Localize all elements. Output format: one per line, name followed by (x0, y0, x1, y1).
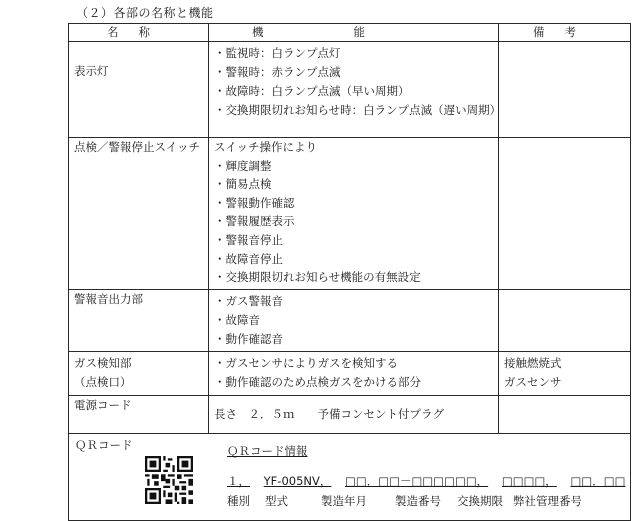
row-note (499, 396, 631, 434)
qr-field-mfg-date-serial: □□．□□－□□□□□□， (345, 474, 489, 488)
qr-fields (227, 472, 625, 491)
row-function: ・ガスセンサによりガスを検知する ・動作確認のため点検ガスをかける部分 (209, 352, 499, 396)
qr-field-mgmt-number: □□．□□ (570, 474, 626, 488)
row-note (499, 42, 631, 138)
qr-field-model: YF-005NV， (263, 474, 332, 488)
qr-label-serial: 製造番号 (395, 494, 441, 508)
qr-field-type: １， (227, 474, 250, 488)
table-row (69, 42, 631, 138)
row-name: 表示灯 (69, 42, 209, 138)
qr-labels (69, 492, 631, 512)
qr-label-type: 種別 (227, 494, 250, 508)
qr-name: ＱＲコード (75, 438, 133, 452)
parts-table (68, 23, 631, 521)
table-row (69, 434, 631, 521)
row-note (499, 138, 631, 290)
row-name: ガス検知部 （点検口） (69, 352, 209, 396)
row-name: 点検／警報停止スイッチ (69, 138, 209, 290)
qr-cell (69, 434, 631, 521)
qr-label-mfg-date: 製造年月 (321, 494, 367, 508)
qr-info-title: ＱＲコード情報 (227, 444, 308, 458)
qr-label-expiry: 交換期限 (457, 494, 503, 508)
table-row (69, 290, 631, 352)
section-heading: （２）各部の名称と機能 (76, 6, 214, 20)
table-header-row (69, 24, 631, 42)
header-note: 備考 (499, 24, 631, 42)
row-note (499, 290, 631, 352)
row-function: 長さ ２．５ｍ 予備コンセント付プラグ (209, 396, 499, 434)
qr-label-mgmt-number: 弊社管理番号 (513, 494, 582, 508)
row-function: ・監視時：白ランプ点灯 ・警報時：赤ランプ点滅 ・故障時：白ランプ点滅（早い周期） ・交換期限切れお知らせ時：白ランプ点滅（遅い周期） (209, 42, 499, 138)
header-function: 機能 (209, 24, 499, 42)
row-name: 警報音出力部 (69, 290, 209, 352)
table-row (69, 352, 631, 396)
row-function: ・ガス警報音 ・故障音 ・動作確認音 (209, 290, 499, 352)
row-note: 接触燃焼式 ガスセンサ (499, 352, 631, 396)
row-name: 電源コード (69, 396, 209, 434)
qr-label-model: 型式 (265, 494, 288, 508)
qr-field-expiry: □□□□， (501, 474, 557, 488)
row-function: スイッチ操作により ・輝度調整 ・簡易点検 ・警報動作確認 ・警報履歴表示 ・警報音停止 ・故障音停止 ・交換期限切れお知らせ機能の有無設定 (209, 138, 499, 290)
table-row (69, 138, 631, 290)
header-name: 名称 (69, 24, 209, 42)
table-row (69, 396, 631, 434)
